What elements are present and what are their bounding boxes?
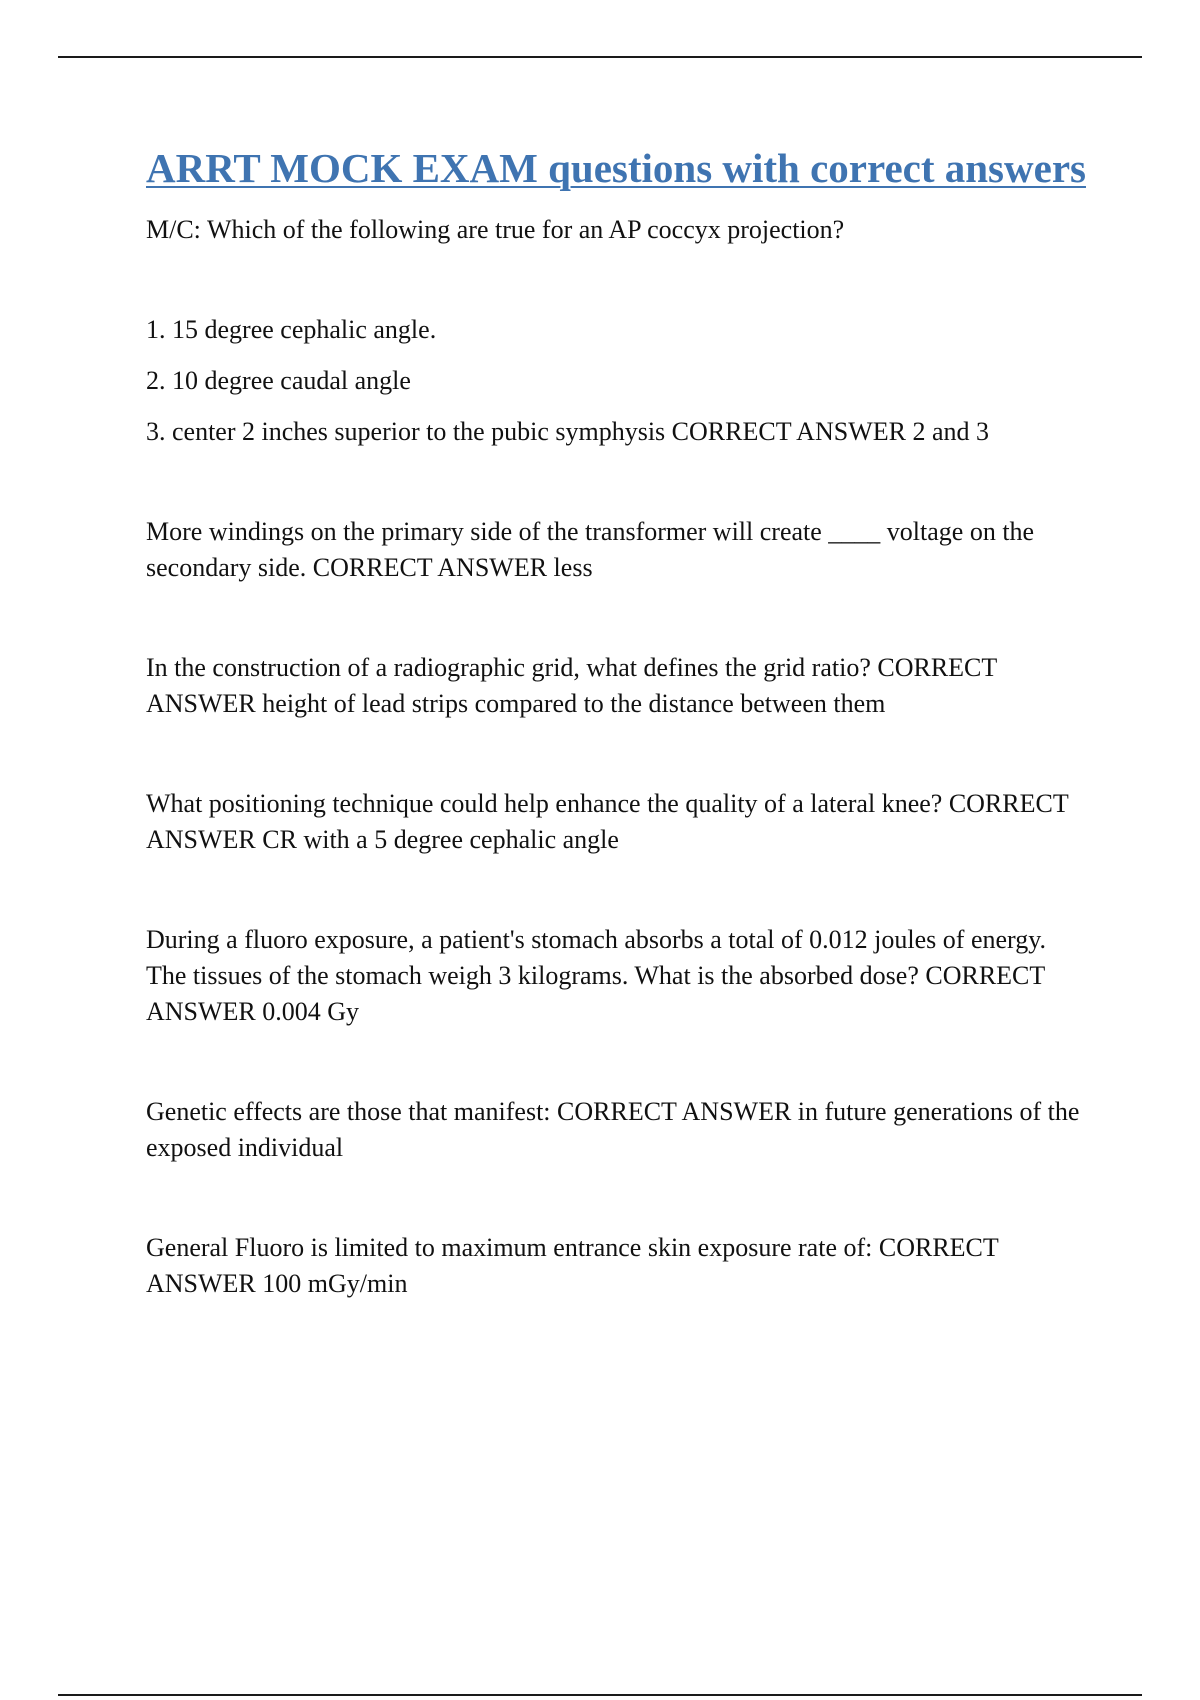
question-1-option-2: 2. 10 degree caudal angle (146, 366, 411, 395)
question-3: In the construction of a radiographic grid, what defines the grid ratio? CORRECT ANSWER height of lead strips compared to the distance between them (146, 653, 997, 718)
footer-rule (58, 1694, 1142, 1696)
question-1-option-3: 3. center 2 inches superior to the pubic symphysis CORRECT ANSWER 2 and 3 (146, 417, 989, 446)
question-6: Genetic effects are those that manifest: CORRECT ANSWER in future generations of the exposed individual (146, 1097, 1080, 1162)
question-5: During a fluoro exposure, a patient's stomach absorbs a total of 0.012 joules of energy. The tissues of the stomach weigh 3 kilograms. What is the absorbed dose? CORRECT ANSWER 0.004 Gy (146, 925, 1047, 1026)
document-title: ARRT MOCK EXAM questions with correct answers (146, 145, 1086, 191)
question-1: M/C: Which of the following are true for an AP coccyx projection? (146, 215, 845, 244)
question-7: General Fluoro is limited to maximum entrance skin exposure rate of: CORRECT ANSWER 100 mGy/min (146, 1233, 999, 1298)
question-1-option-1: 1. 15 degree cephalic angle. (146, 315, 437, 344)
header-rule (58, 56, 1142, 58)
question-2: More windings on the primary side of the transformer will create ____ voltage on the secondary side. CORRECT ANSWER less (146, 517, 1035, 582)
question-4: What positioning technique could help enhance the quality of a lateral knee? CORRECT ANSWER CR with a 5 degree cephalic angle (146, 789, 1069, 854)
document-body (146, 140, 1086, 1302)
